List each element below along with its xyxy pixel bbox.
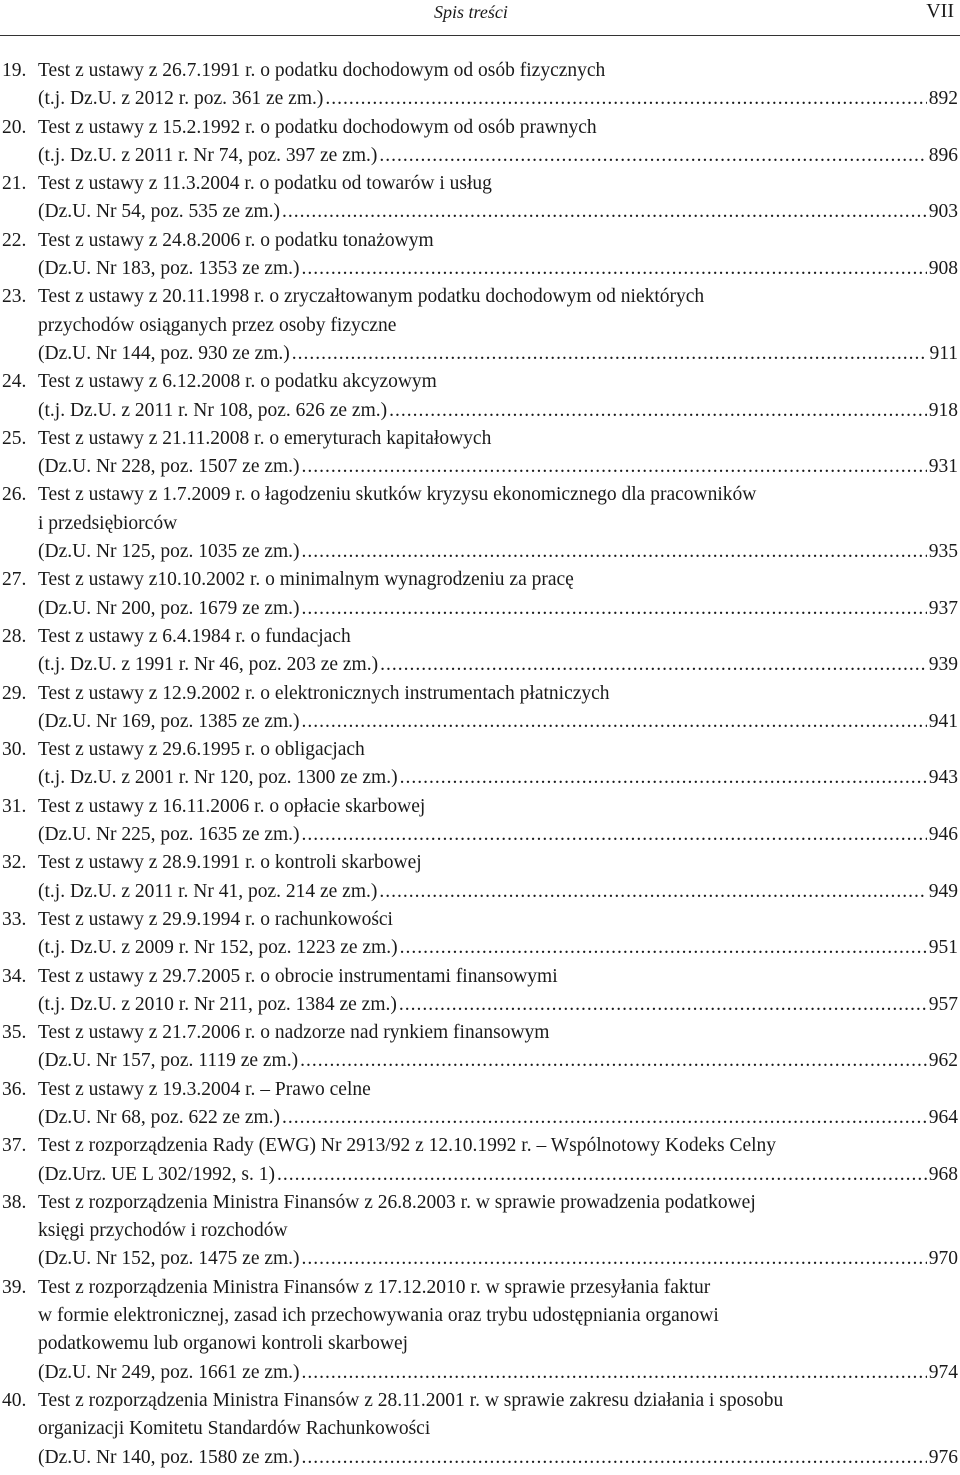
entry-number: 35.	[2, 1022, 27, 1044]
toc-entry	[0, 227, 960, 284]
entry-title-line: Test z rozporządzenia Ministra Finansów z 28.11.2001 r. w sprawie zakresu działania i sposobu	[38, 1389, 784, 1411]
entry-page-number: 970	[928, 1248, 958, 1270]
entry-citation-row	[38, 397, 958, 425]
entry-page-number: 935	[928, 541, 958, 563]
entry-number: 19.	[2, 60, 27, 81]
entry-title-line: Test z ustawy z 24.8.2006 r. o podatku tonażowym	[38, 229, 434, 251]
dot-leader	[300, 1047, 927, 1075]
entry-page-number: 974	[928, 1361, 958, 1383]
toc-entry	[0, 793, 960, 850]
entry-page-number: 968	[928, 1163, 958, 1185]
entry-page-number: 951	[928, 937, 958, 959]
entry-title-line: organizacji Komitetu Standardów Rachunkowości	[38, 1418, 431, 1440]
entry-citation-row	[38, 991, 958, 1019]
dot-leader	[292, 340, 928, 368]
toc-entry	[0, 680, 960, 737]
entry-number: 27.	[2, 569, 27, 591]
entry-title-line: podatkowemu lub organowi kontroli skarbowej	[38, 1333, 409, 1355]
entry-citation-row	[38, 1047, 958, 1075]
dot-leader	[302, 708, 927, 736]
toc-entry	[0, 1189, 960, 1274]
entry-citation-row	[38, 595, 958, 623]
entry-citation: (t.j. Dz.U. z 2011 r. Nr 41, poz. 214 ze zm.)	[38, 880, 378, 902]
toc-entry	[0, 57, 960, 114]
entry-number: 38.	[2, 1191, 27, 1213]
entry-citation-row	[38, 538, 958, 566]
entry-citation: (t.j. Dz.U. z 2012 r. poz. 361 ze zm.)	[38, 88, 324, 110]
entry-page-number: 918	[928, 399, 958, 421]
entry-page-number: 946	[928, 824, 958, 846]
entry-citation: (Dz.U. Nr 249, poz. 1661 ze zm.)	[38, 1361, 300, 1383]
entry-citation: (t.j. Dz.U. z 2010 r. Nr 211, poz. 1384 ze zm.)	[38, 993, 397, 1015]
entry-citation: (Dz.Urz. UE L 302/1992, s. 1)	[38, 1163, 276, 1185]
entry-citation: (Dz.U. Nr 157, poz. 1119 ze zm.)	[38, 1050, 299, 1072]
entry-number: 28.	[2, 625, 27, 647]
entry-title-line: Test z ustawy z 29.7.2005 r. o obrocie instrumentami finansowymi	[38, 965, 558, 987]
entry-page-number: 892	[928, 88, 958, 110]
dot-leader	[399, 991, 927, 1019]
dot-leader	[302, 538, 927, 566]
entry-number: 33.	[2, 908, 27, 930]
entry-page-number: 949	[928, 880, 958, 902]
entry-title-line: Test z rozporządzenia Rady (EWG) Nr 2913/92 z 12.10.1992 r. – Wspólnotowy Kodeks Celny	[38, 1135, 777, 1157]
dot-leader	[302, 595, 927, 623]
toc-entry	[0, 736, 960, 793]
entry-number: 37.	[2, 1135, 27, 1157]
entry-citation: (t.j. Dz.U. z 1991 r. Nr 46, poz. 203 ze zm.)	[38, 654, 379, 676]
entry-citation: (Dz.U. Nr 225, poz. 1635 ze zm.)	[38, 824, 300, 846]
running-title: Spis treści	[434, 2, 508, 22]
dot-leader	[379, 878, 926, 906]
entry-page-number: 937	[928, 597, 958, 619]
entry-title-line: Test z ustawy z 16.11.2006 r. o opłacie skarbowej	[38, 795, 426, 817]
entry-citation: (Dz.U. Nr 144, poz. 930 ze zm.)	[38, 342, 290, 364]
entry-page-number: 931	[928, 456, 958, 478]
entry-title-line: Test z ustawy z 21.11.2008 r. o emeryturach kapitałowych	[38, 427, 492, 449]
toc-entry	[0, 368, 960, 425]
page-number: VII	[926, 0, 954, 22]
entry-citation-row	[38, 1359, 958, 1387]
toc-entry	[0, 114, 960, 171]
dot-leader	[302, 1359, 927, 1387]
entry-page-number: 911	[929, 342, 958, 364]
entry-title-line: Test z ustawy z 6.12.2008 r. o podatku akcyzowym	[38, 371, 437, 393]
entry-title-line: Test z ustawy z 28.9.1991 r. o kontroli skarbowej	[38, 852, 422, 874]
entry-title-line: i przedsiębiorców	[38, 512, 178, 534]
entry-page-number: 962	[928, 1050, 958, 1072]
entry-citation: (t.j. Dz.U. z 2011 r. Nr 74, poz. 397 ze zm.)	[38, 144, 378, 166]
dot-leader	[400, 934, 927, 962]
entry-title-line: Test z ustawy z 19.3.2004 r. – Prawo celne	[38, 1078, 371, 1100]
dot-leader	[282, 1104, 927, 1132]
entry-citation-row	[38, 708, 958, 736]
dot-leader	[302, 453, 927, 481]
toc-entry	[0, 1387, 960, 1472]
entry-page-number: 903	[928, 201, 958, 223]
dot-leader	[282, 198, 927, 226]
dot-leader	[325, 85, 926, 113]
toc-entry	[0, 1076, 960, 1133]
entry-number: 36.	[2, 1078, 27, 1100]
toc-entry	[0, 1132, 960, 1189]
toc-entry	[0, 623, 960, 680]
toc-entry	[0, 906, 960, 963]
entry-citation-row	[38, 1161, 958, 1189]
toc-entry	[0, 170, 960, 227]
entry-citation-row	[38, 255, 958, 283]
toc-entry	[0, 849, 960, 906]
entry-title-line: Test z ustawy z 1.7.2009 r. o łagodzeniu skutków kryzysu ekonomicznego dla pracowników	[38, 484, 757, 506]
entry-number: 26.	[2, 484, 27, 506]
dot-leader	[302, 1245, 927, 1273]
entry-page-number: 896	[928, 144, 958, 166]
toc-entry	[0, 566, 960, 623]
entry-citation-row	[38, 1104, 958, 1132]
entry-title-line: Test z ustawy z 15.2.1992 r. o podatku dochodowym od osób prawnych	[38, 116, 597, 138]
entry-citation-row	[38, 764, 958, 792]
entry-number: 30.	[2, 739, 27, 761]
entry-title-line: Test z ustawy z 26.7.1991 r. o podatku dochodowym od osób fizycznych	[38, 60, 606, 81]
dot-leader	[302, 821, 927, 849]
entry-citation-row	[38, 198, 958, 226]
entry-title-line: Test z rozporządzenia Ministra Finansów z 26.8.2003 r. w sprawie prowadzenia podatkowej	[38, 1191, 756, 1213]
entry-citation-row	[38, 340, 958, 368]
entry-number: 39.	[2, 1276, 27, 1298]
page-header	[0, 0, 960, 36]
entry-citation: (Dz.U. Nr 152, poz. 1475 ze zm.)	[38, 1248, 300, 1270]
entry-citation-row	[38, 142, 958, 170]
entry-number: 25.	[2, 427, 27, 449]
entry-page-number: 957	[928, 993, 958, 1015]
entry-title-line: Test z ustawy z10.10.2002 r. o minimalnym wynagrodzeniu za pracę	[38, 569, 574, 591]
toc-entry	[0, 425, 960, 482]
entry-title-line: Test z ustawy z 21.7.2006 r. o nadzorze nad rynkiem finansowym	[38, 1022, 550, 1044]
entry-citation: (Dz.U. Nr 54, poz. 535 ze zm.)	[38, 201, 281, 223]
entry-title-line: Test z ustawy z 29.6.1995 r. o obligacjach	[38, 739, 365, 761]
entry-citation: (Dz.U. Nr 125, poz. 1035 ze zm.)	[38, 541, 300, 563]
toc-entry	[0, 481, 960, 566]
entry-page-number: 943	[928, 767, 958, 789]
entry-title-line: Test z ustawy z 20.11.1998 r. o zryczałtowanym podatku dochodowym od niektórych	[38, 286, 705, 308]
toc-entry	[0, 283, 960, 368]
entry-title-line: w formie elektronicznej, zasad ich przechowywania oraz trybu udostępniania organowi	[38, 1305, 719, 1327]
dot-leader	[379, 142, 926, 170]
entry-page-number: 976	[928, 1446, 958, 1468]
entry-title-line: Test z rozporządzenia Ministra Finansów z 17.12.2010 r. w sprawie przesyłania faktur	[38, 1276, 711, 1298]
entry-citation: (Dz.U. Nr 140, poz. 1580 ze zm.)	[38, 1446, 300, 1468]
entry-number: 24.	[2, 371, 27, 393]
entry-page-number: 941	[928, 710, 958, 732]
dot-leader	[380, 651, 927, 679]
entry-number: 31.	[2, 795, 27, 817]
entry-page-number: 939	[928, 654, 958, 676]
entry-citation-row	[38, 878, 958, 906]
entry-title-line: Test z ustawy z 12.9.2002 r. o elektronicznych instrumentach płatniczych	[38, 682, 610, 704]
entry-citation: (Dz.U. Nr 169, poz. 1385 ze zm.)	[38, 710, 300, 732]
dot-leader	[277, 1161, 927, 1189]
entry-citation-row	[38, 651, 958, 679]
dot-leader	[302, 1444, 927, 1472]
entry-number: 34.	[2, 965, 27, 987]
dot-leader	[302, 255, 927, 283]
dot-leader	[389, 397, 927, 425]
entry-number: 20.	[2, 116, 27, 138]
entry-page-number: 964	[928, 1106, 958, 1128]
entry-citation: (t.j. Dz.U. z 2001 r. Nr 120, poz. 1300 ze zm.)	[38, 767, 398, 789]
entry-number: 29.	[2, 682, 27, 704]
toc-entry	[0, 1274, 960, 1387]
table-of-contents	[0, 57, 960, 1472]
entry-citation: (t.j. Dz.U. z 2009 r. Nr 152, poz. 1223 ze zm.)	[38, 937, 398, 959]
entry-title-line: Test z ustawy z 6.4.1984 r. o fundacjach	[38, 625, 351, 647]
entry-title-line: Test z ustawy z 29.9.1994 r. o rachunkowości	[38, 908, 393, 930]
entry-citation: (Dz.U. Nr 68, poz. 622 ze zm.)	[38, 1106, 281, 1128]
entry-citation: (Dz.U. Nr 228, poz. 1507 ze zm.)	[38, 456, 300, 478]
entry-page-number: 908	[928, 258, 958, 280]
entry-number: 21.	[2, 173, 27, 195]
dot-leader	[400, 764, 927, 792]
entry-citation-row	[38, 934, 958, 962]
entry-title-line: Test z ustawy z 11.3.2004 r. o podatku od towarów i usług	[38, 173, 492, 195]
entry-citation: (Dz.U. Nr 200, poz. 1679 ze zm.)	[38, 597, 300, 619]
entry-number: 22.	[2, 229, 27, 251]
entry-number: 40.	[2, 1389, 27, 1411]
toc-entry	[0, 1019, 960, 1076]
entry-citation-row	[38, 821, 958, 849]
entry-citation-row	[38, 1444, 958, 1472]
entry-number: 32.	[2, 852, 27, 874]
entry-citation-row	[38, 85, 958, 113]
entry-citation-row	[38, 1245, 958, 1273]
header-rule	[0, 35, 960, 36]
entry-citation: (t.j. Dz.U. z 2011 r. Nr 108, poz. 626 ze zm.)	[38, 399, 388, 421]
entry-citation: (Dz.U. Nr 183, poz. 1353 ze zm.)	[38, 258, 300, 280]
toc-entry	[0, 963, 960, 1020]
entry-title-line: przychodów osiąganych przez osoby fizyczne	[38, 314, 397, 336]
entry-title-line: księgi przychodów i rozchodów	[38, 1220, 288, 1242]
entry-number: 23.	[2, 286, 27, 308]
entry-citation-row	[38, 453, 958, 481]
